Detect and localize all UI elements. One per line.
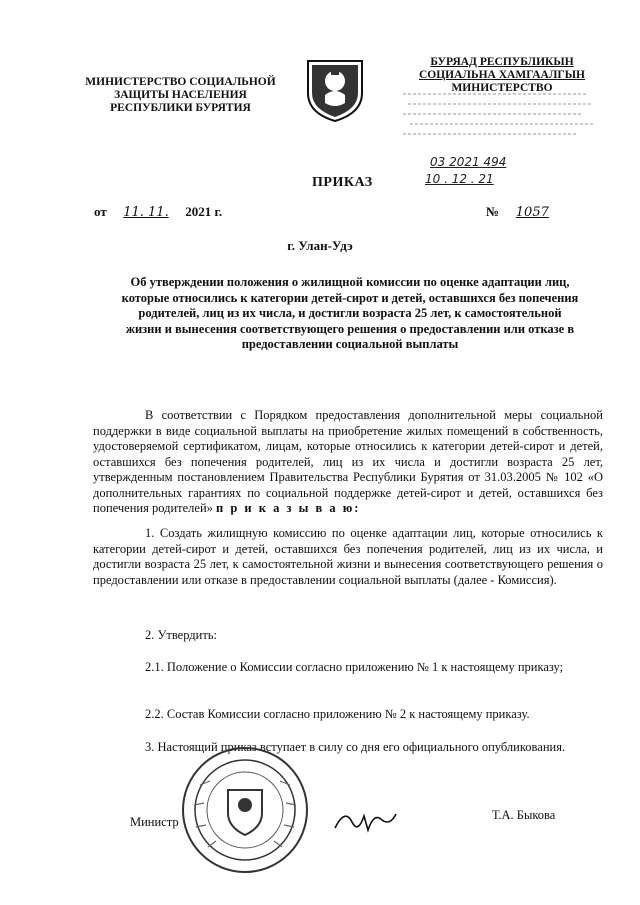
ministry-name-bur-line3: МИНИСТЕРСТВО bbox=[451, 82, 553, 94]
order-title: ПРИКАЗ bbox=[312, 175, 373, 190]
order-word: п р и к а з ы в а ю: bbox=[216, 501, 361, 515]
incoming-reg-date-value: 10 . 12 . 21 bbox=[425, 172, 494, 186]
document-title: Об утверждении положения о жилищной комиссии по оценке адаптации лиц, которые относились к категории детей-сирот и детей, оставшихся без попечения родителей, лиц из их числа, и достигли возраста 25 лет, к самостоятельной жизни и вынесения соответствующего решения о предоставлении или отказе в предоставлении социальной выплаты bbox=[121, 275, 579, 351]
official-seal bbox=[180, 745, 310, 875]
date-prefix: от bbox=[94, 204, 107, 219]
signer-name: Т.А. Быкова bbox=[492, 808, 556, 822]
order-date bbox=[94, 204, 222, 220]
number-handwritten: 1057 bbox=[515, 205, 549, 220]
order-number bbox=[486, 204, 562, 220]
ministry-name-bur-line1: БУРЯАД РЕСПУБЛИКЫН bbox=[430, 56, 574, 68]
incoming-reg-date bbox=[425, 172, 494, 186]
paragraph-2: 2. Утвердить: bbox=[145, 628, 217, 642]
handwritten-signature bbox=[330, 800, 400, 840]
paragraph-2-1: 2.1. Положение о Комиссии согласно приложению № 1 к настоящему приказу; bbox=[145, 660, 564, 674]
paragraph-1: 1. Создать жилищную комиссию по оценке адаптации лиц, которые относились к категории детей-сирот и детей, оставшихся без попечения родителей, лиц из их числа, и достигли возраста 25 лет, к самостоятельной жизни и вынесения соответствующего решения о предоставлении или отказе в предоставлении социальной выплаты (далее - Комиссия). bbox=[93, 526, 603, 587]
faded-stamp bbox=[398, 86, 598, 146]
date-handwritten: 11. 11. bbox=[123, 205, 169, 220]
ministry-name-bur-line2: СОЦИАЛЬНА ХАМГААЛГЫН bbox=[418, 69, 585, 81]
ministry-name-ru: МИНИСТЕРСТВО СОЦИАЛЬНОЙ ЗАЩИТЫ НАСЕЛЕНИЯ РЕСПУБЛИКИ БУРЯТИЯ bbox=[85, 76, 276, 114]
city-name: г. Улан-Удэ bbox=[287, 238, 353, 253]
paragraph-preamble bbox=[93, 408, 603, 517]
number-prefix: № bbox=[486, 204, 500, 219]
paragraph-3: 3. Настоящий приказ вступает в силу со дня его официального опубликования. bbox=[145, 740, 566, 754]
signer-position: Министр bbox=[130, 815, 179, 829]
incoming-reg-number-value: 03 2021 494 bbox=[430, 155, 507, 169]
preamble-text: В соответствии с Порядком предоставления дополнительной меры социальной поддержки в виде социальной выплаты на приобретение жилых помещений в собственность, удостоверяемой сертификатом, лицам, которые относились к категории детей-сирот и детей, оставшихся без попечения родителей, лиц из их числа и достигли возраста 25 лет, утвержденным постановлением Правительства Республики Бурятия от 31.03.2005 № 102 «О дополнительных гарантиях по социальной поддержке детей-сирот и детей, оставшихся без попечения родителей» bbox=[93, 408, 603, 515]
incoming-reg-number bbox=[430, 155, 506, 169]
emblem-logo bbox=[302, 55, 368, 123]
date-suffix: 2021 г. bbox=[185, 204, 223, 219]
paragraph-2-2: 2.2. Состав Комиссии согласно приложению № 2 к настоящему приказу. bbox=[145, 707, 530, 721]
